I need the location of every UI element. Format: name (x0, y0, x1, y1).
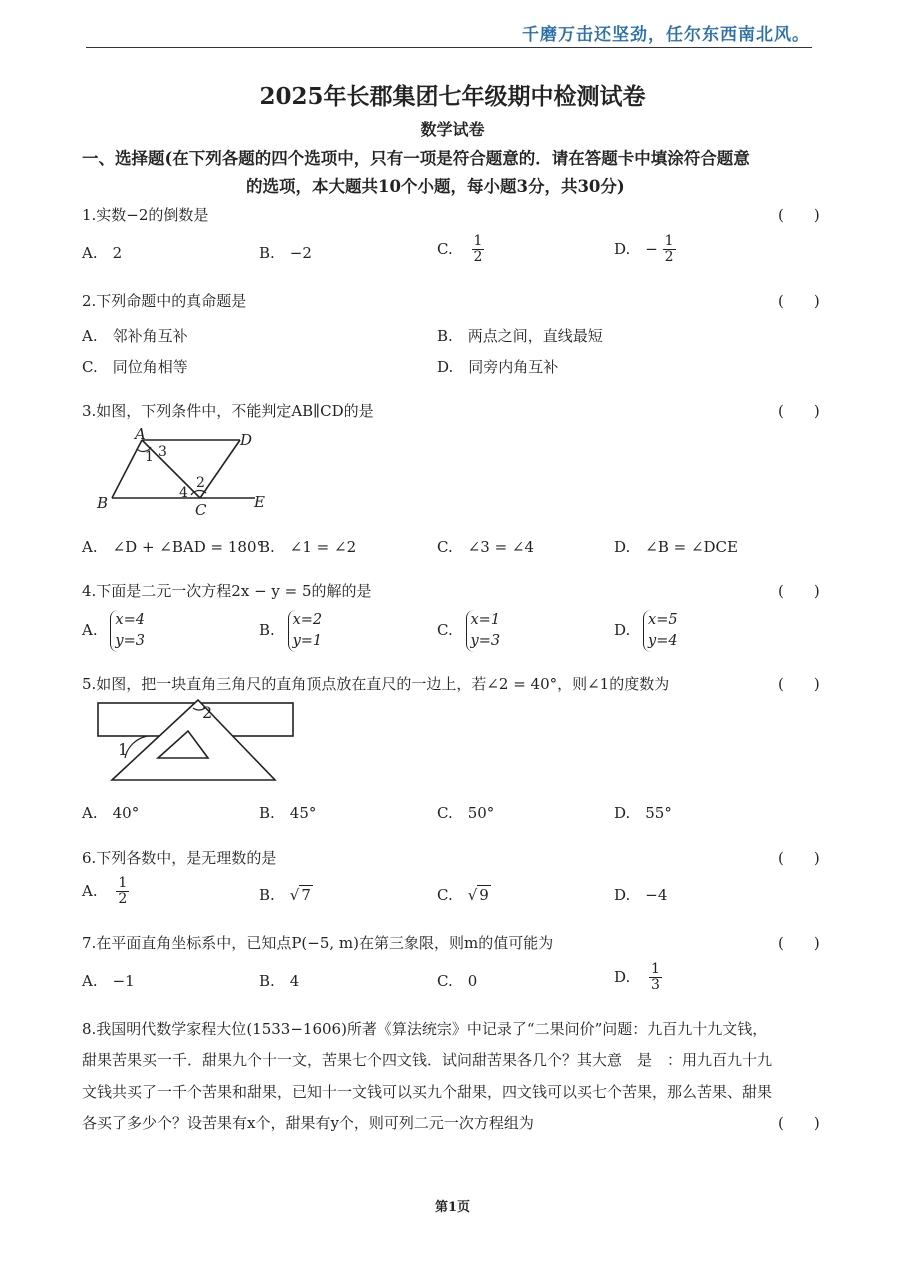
radicand: 7 (301, 886, 311, 904)
numerator: 1 (664, 233, 674, 249)
q3-option-b: B. ∠1 = ∠2 (259, 538, 357, 556)
equation-system (288, 610, 323, 652)
fraction (472, 234, 485, 266)
option-label: A. (82, 881, 98, 900)
q6-option-c (437, 884, 491, 905)
angle-label-1: 1 (145, 449, 154, 465)
answer-paren: ( ) (778, 675, 820, 693)
option-label: D. (614, 967, 631, 986)
answer-paren: ( ) (778, 402, 820, 420)
option-label: C. (437, 621, 453, 640)
question-6-stem: 6.下列各数中，是无理数的是 (82, 849, 277, 867)
answer-paren: ( ) (778, 849, 820, 867)
equation-line: x=4 (115, 612, 145, 628)
label-a: A (135, 425, 146, 443)
q1-option-c (437, 234, 484, 266)
equation-system (466, 610, 501, 652)
denominator: 2 (664, 249, 674, 266)
question-5-stem: 5.如图，把一块直角三角尺的直角顶点放在直尺的一边上，若∠2 = 40°，则∠1的度数为 (82, 675, 670, 693)
q3-option-d: D. ∠B = ∠DCE (614, 538, 738, 556)
equation-system (643, 610, 678, 652)
equation-line: y=3 (470, 633, 501, 650)
q7-option-a: A. −1 (82, 972, 135, 990)
q2-option-c: C. 同位角相等 (82, 358, 188, 376)
question-1-stem: 1.实数−2的倒数是 (82, 206, 209, 224)
option-label: C. (437, 239, 453, 258)
equation-line: y=4 (648, 633, 678, 650)
fraction (663, 234, 676, 266)
q6-option-d: D. −4 (614, 886, 668, 904)
q7-option-d (614, 962, 662, 994)
denominator: 2 (118, 891, 128, 908)
section-heading-line2: 的选项，本大题共10个小题，每小题3分，共30分) (246, 177, 625, 196)
answer-paren: ( ) (778, 1114, 820, 1132)
question-2-stem: 2.下列命题中的真命题是 (82, 292, 247, 310)
q1-option-d (614, 234, 676, 266)
q7-option-b: B. 4 (259, 972, 300, 990)
question-4-stem: 4.下面是二元一次方程2x − y = 5的解的是 (82, 582, 372, 600)
option-label: D. − (614, 239, 658, 258)
q4-option-c (437, 610, 500, 652)
q4-option-b (259, 610, 322, 652)
q4-option-a (82, 610, 145, 652)
option-label: A. (82, 621, 98, 640)
q5-option-d: D. 55° (614, 804, 672, 822)
equation-line: x=1 (470, 612, 501, 628)
header-motto: 千磨万击还坚劲，任尔东西南北风。 (522, 25, 810, 45)
option-label: B. (259, 621, 275, 640)
question-3-stem: 3.如图，下列条件中，不能判定AB∥CD的是 (82, 402, 374, 420)
equation-line: y=3 (115, 633, 145, 650)
question-8-line4: 各买了多少个？设苦果有x个，甜果有y个，则可列二元一次方程组为 (82, 1114, 534, 1132)
q2-option-d: D. 同旁内角互补 (437, 358, 559, 376)
segment-dc (200, 440, 240, 498)
q2-option-a: A. 邻补角互补 (82, 327, 188, 345)
numerator: 1 (118, 875, 128, 891)
label-b: B (97, 494, 109, 512)
question-8-line1: 8.我国明代数学家程大位(1533−1606)所著《算法统宗》中记录了“二果问价”问题：九百九十九文钱， (82, 1020, 768, 1038)
q6-option-a (82, 876, 129, 908)
label-d: D (240, 431, 253, 449)
answer-paren: ( ) (778, 206, 820, 224)
option-label: B. √ (259, 886, 300, 904)
q6-option-b (259, 884, 313, 905)
question-8-line3: 文钱共买了一千个苦果和甜果，已知十一文钱可以买九个甜果，四文钱可以买七个苦果，那么苦果、甜果 (82, 1083, 773, 1101)
q1-option-a: A. 2 (82, 244, 123, 262)
q5-option-b: B. 45° (259, 804, 317, 822)
q5-option-a: A. 40° (82, 804, 140, 822)
denominator: 2 (473, 249, 483, 266)
denominator: 3 (651, 977, 660, 994)
angle-label-2: 2 (202, 703, 213, 722)
q3-option-c: C. ∠3 = ∠4 (437, 538, 535, 556)
answer-paren: ( ) (778, 934, 820, 952)
header-divider (86, 47, 812, 48)
radicand: 9 (479, 886, 489, 904)
angle-label-3: 3 (158, 444, 167, 460)
q4-option-d (614, 610, 678, 652)
answer-paren: ( ) (778, 582, 820, 600)
fraction (649, 962, 662, 994)
equation-line: x=2 (292, 612, 323, 628)
answer-paren: ( ) (778, 292, 820, 310)
page-number: 第1页 (434, 1200, 471, 1215)
option-label: D. (614, 621, 631, 640)
fraction (116, 876, 129, 908)
q3-option-a: A. ∠D + ∠BAD = 180° (82, 538, 264, 556)
numerator: 1 (651, 961, 660, 977)
q7-option-c: C. 0 (437, 972, 478, 990)
numerator: 1 (473, 233, 483, 249)
question-7-stem: 7.在平面直角坐标系中，已知点P(−5, m)在第三象限，则m的值可能为 (82, 934, 554, 952)
equation-system (110, 610, 145, 652)
q5-option-c: C. 50° (437, 804, 495, 822)
equation-line: y=1 (292, 633, 323, 650)
q2-option-b: B. 两点之间，直线最短 (437, 327, 603, 345)
parallelogram-figure (90, 425, 280, 520)
page-subtitle: 数学试卷 (420, 120, 485, 139)
section-heading-line1: 一、选择题(在下列各题的四个选项中，只有一项是符合题意的．请在答题卡中填涂符合题意 (82, 149, 750, 168)
angle-label-2: 2 (196, 475, 205, 491)
angle-label-1: 1 (118, 740, 129, 759)
angle-label-4: 4 (179, 485, 188, 501)
page-title: 2025年长郡集团七年级期中检测试卷 (259, 83, 646, 110)
option-label: C. √ (437, 886, 478, 904)
equation-line: x=5 (648, 612, 678, 628)
ruler-triangle-figure (90, 698, 300, 790)
q1-option-b: B. −2 (259, 244, 312, 262)
label-e: E (254, 493, 265, 511)
question-8-line2: 甜果苦果买一千．甜果九个十一文，苦果七个四文钱．试问甜苦果各几个？其大意 是 ：用九百九十九 (82, 1051, 773, 1069)
label-c: C (195, 501, 207, 519)
